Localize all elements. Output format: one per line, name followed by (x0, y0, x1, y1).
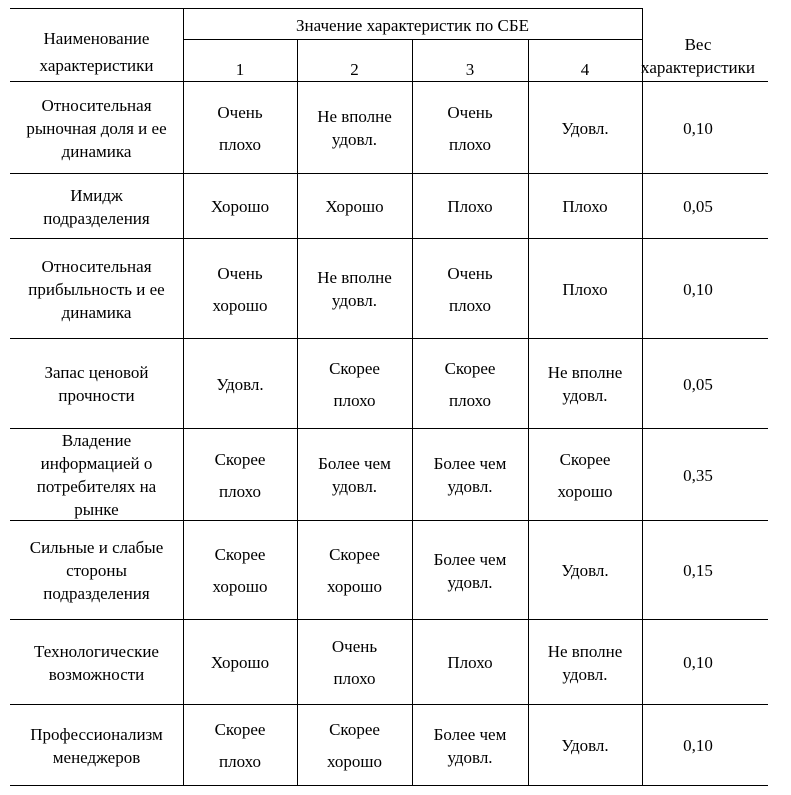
row-1-sbe-3-value-line: Очень (447, 102, 493, 122)
row-8-sbe-4-value (528, 705, 642, 786)
row-5-sbe-2-value-line: удовл. (331, 477, 378, 496)
row-1-sbe-2-value-line: удовл. (331, 130, 378, 149)
row-5-sbe-4-value-line: хорошо (557, 481, 613, 501)
row-6-sbe-2-value-line: хорошо (327, 577, 382, 596)
row-2-sbe-3-value-line: Плохо (447, 197, 493, 216)
row-8-sbe-2-value-line: Скорее (329, 720, 380, 739)
row-5-name-line: потребителях на (36, 477, 157, 496)
header-group-title (183, 8, 642, 42)
row-2-weight (642, 174, 754, 239)
row-1-weight-value: 0,10 (683, 118, 713, 138)
row-5-name-line: информацией о (40, 454, 153, 473)
row-1-sbe-2-value (297, 82, 412, 174)
row-2-sbe-4-value (528, 174, 642, 239)
row-2-name-line: Имидж (70, 185, 123, 205)
row-8-sbe-2-value (297, 705, 412, 786)
row-7-sbe-3-value-line: Плохо (447, 653, 493, 672)
row-4-name (10, 339, 183, 429)
row-2-name-line: подразделения (43, 208, 150, 228)
row-6-name-line: стороны (66, 561, 127, 580)
row-2-sbe-4-value-line: Плохо (562, 197, 608, 216)
row-3-sbe-2-value-line: удовл. (331, 291, 378, 310)
row-8-weight-value: 0,10 (683, 736, 713, 755)
row-7-name-line: Технологические (34, 641, 159, 661)
header-sbe-3-label: 3 (465, 59, 475, 79)
row-6-sbe-3-value-line: Более чем (433, 549, 507, 569)
row-2-sbe-1-value-line: Хорошо (210, 197, 270, 216)
row-3-sbe-4-value (528, 239, 642, 339)
row-2-sbe-3-value (412, 174, 528, 239)
row-3-weight-value: 0,10 (683, 279, 713, 299)
row-1-name-line: рыночная доля и ее (26, 118, 167, 138)
row-2-sbe-2-value-line: Хорошо (325, 197, 384, 216)
row-4-sbe-2-value (297, 339, 412, 429)
row-4-sbe-4-value-line: Не вполне (547, 363, 623, 382)
row-5-sbe-4-value-line: Скорее (559, 449, 611, 469)
row-1-name (10, 82, 183, 174)
row-6-sbe-2-value (297, 521, 412, 620)
row-4-sbe-4-value (528, 339, 642, 429)
row-3-name-line: динамика (61, 302, 132, 322)
header-sbe-4 (528, 56, 642, 82)
header-name-line-1: Наименование (43, 29, 150, 48)
row-6-sbe-1-value-line: Скорее (214, 545, 266, 564)
row-1-sbe-1-value-line: плохо (218, 134, 261, 154)
row-3-weight (642, 239, 754, 339)
row-1-sbe-3-value-line: плохо (448, 134, 491, 154)
row-3-name-line: прибыльность и ее (28, 279, 165, 299)
row-6-weight-value: 0,15 (683, 561, 713, 580)
row-2-sbe-2-value (297, 174, 412, 239)
row-3-sbe-3-value (412, 239, 528, 339)
row-7-sbe-4-value (528, 620, 642, 705)
row-7-sbe-3-value (412, 620, 528, 705)
row-5-sbe-3-value-line: удовл. (447, 477, 493, 496)
row-6-sbe-3-value-line: удовл. (447, 572, 493, 592)
row-7-sbe-2-value-line: плохо (333, 669, 376, 688)
row-5-sbe-2-value (297, 429, 412, 521)
row-3-sbe-4-value-line: Плохо (562, 279, 608, 299)
row-4-sbe-2-value-line: Скорее (329, 358, 380, 378)
row-6-sbe-3-value (412, 521, 528, 620)
row-7-sbe-4-value-line: Не вполне (547, 641, 623, 661)
row-3-sbe-1-value-line: хорошо (212, 295, 268, 315)
row-6-name-line: подразделения (43, 584, 150, 603)
row-5-sbe-1-value (183, 429, 297, 521)
row-3-sbe-1-value-line: Очень (217, 263, 263, 283)
row-5-weight (642, 429, 754, 521)
header-sbe-3 (412, 56, 528, 82)
row-6-name-line: Сильные и слабые (29, 538, 164, 557)
row-3-sbe-3-value-line: Очень (447, 263, 493, 283)
row-5-name (10, 429, 183, 521)
row-8-sbe-2-value-line: хорошо (327, 752, 382, 771)
row-8-sbe-4-value-line: Удовл. (561, 736, 609, 755)
row-7-sbe-1-value-line: Хорошо (210, 653, 270, 672)
header-sbe-4-label: 4 (580, 59, 590, 79)
header-weight-line-1: Вес (684, 35, 712, 54)
header-sbe-1-label: 1 (235, 59, 245, 79)
row-8-sbe-1-value-line: Скорее (214, 720, 266, 739)
row-1-name-line: динамика (61, 141, 132, 161)
row-3-name (10, 239, 183, 339)
row-6-sbe-1-value (183, 521, 297, 620)
row-8-sbe-1-value (183, 705, 297, 786)
row-7-weight (642, 620, 754, 705)
row-5-sbe-2-value-line: Более чем (318, 454, 391, 473)
row-3-sbe-3-value-line: плохо (448, 295, 491, 315)
row-8-weight (642, 705, 754, 786)
row-1-sbe-2-value-line: Не вполне (317, 107, 392, 126)
row-6-sbe-1-value-line: хорошо (212, 577, 268, 596)
row-3-sbe-2-value (297, 239, 412, 339)
row-1-sbe-3-value (412, 82, 528, 174)
row-8-sbe-1-value-line: плохо (218, 752, 261, 771)
header-name-column (10, 22, 183, 82)
header-name-line-2: характеристики (39, 56, 154, 75)
row-8-sbe-3-value-line: удовл. (447, 747, 493, 767)
row-2-name (10, 174, 183, 239)
row-7-sbe-4-value-line: удовл. (562, 664, 608, 684)
header-sbe-1 (183, 56, 297, 82)
header-sbe-2-label: 2 (350, 59, 359, 79)
header-weight-column (642, 30, 754, 82)
row-1-weight (642, 82, 754, 174)
header-group-title-text: Значение характеристик по СБЕ (296, 15, 529, 35)
row-8-name-line: Профессионализм (30, 724, 163, 744)
row-4-sbe-2-value-line: плохо (333, 390, 376, 410)
row-2-sbe-1-value (183, 174, 297, 239)
row-5-name-line: Владение (61, 431, 132, 450)
row-7-sbe-2-value (297, 620, 412, 705)
row-6-sbe-2-value-line: Скорее (329, 545, 380, 564)
row-1-name-line: Относительная (41, 95, 152, 115)
row-2-weight-value: 0,05 (683, 197, 713, 216)
row-1-sbe-4-value (528, 82, 642, 174)
row-8-sbe-3-value-line: Более чем (433, 724, 507, 744)
row-4-sbe-3-value-line: плохо (448, 390, 491, 410)
row-4-sbe-3-value-line: Скорее (444, 358, 496, 378)
row-3-sbe-1-value (183, 239, 297, 339)
row-3-name-line: Относительная (41, 256, 152, 276)
row-7-name (10, 620, 183, 705)
row-5-sbe-3-value (412, 429, 528, 521)
header-sbe-2 (297, 56, 412, 82)
row-1-sbe-4-value-line: Удовл. (561, 118, 609, 138)
header-weight-line-2: характеристики (641, 58, 755, 77)
row-4-name-line: прочности (58, 386, 135, 405)
row-5-name-line: рынке (74, 500, 119, 519)
row-4-sbe-4-value-line: удовл. (562, 386, 608, 405)
row-4-name-line: Запас ценовой (44, 363, 149, 382)
row-5-weight-value: 0,35 (683, 465, 713, 485)
row-8-sbe-3-value (412, 705, 528, 786)
row-5-sbe-4-value (528, 429, 642, 521)
row-5-sbe-1-value-line: Скорее (214, 449, 266, 469)
row-4-weight-value: 0,05 (683, 374, 713, 394)
row-5-sbe-1-value-line: плохо (218, 481, 261, 501)
row-7-name-line: возможности (48, 664, 145, 684)
row-1-sbe-1-value-line: Очень (217, 102, 263, 122)
row-6-sbe-4-value (528, 521, 642, 620)
row-3-sbe-2-value-line: Не вполне (317, 268, 392, 287)
row-7-sbe-2-value-line: Очень (331, 637, 378, 656)
row-8-name (10, 705, 183, 786)
row-1-sbe-1-value (183, 82, 297, 174)
row-6-weight (642, 521, 754, 620)
row-4-sbe-3-value (412, 339, 528, 429)
row-6-sbe-4-value-line: Удовл. (561, 561, 609, 580)
row-4-weight (642, 339, 754, 429)
row-4-sbe-1-value-line: Удовл. (216, 374, 264, 394)
row-7-sbe-1-value (183, 620, 297, 705)
row-5-sbe-3-value-line: Более чем (433, 454, 507, 473)
row-7-weight-value: 0,10 (683, 653, 713, 672)
row-4-sbe-1-value (183, 339, 297, 429)
row-6-name (10, 521, 183, 620)
row-8-name-line: менеджеров (52, 747, 141, 767)
